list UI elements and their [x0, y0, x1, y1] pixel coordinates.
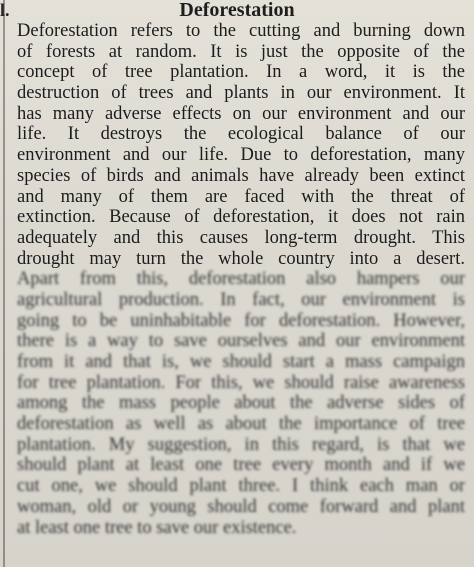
text-line: concept of tree plantation. In a word, it is the	[17, 62, 465, 83]
text-line: Apart from this, deforestation also hampers our	[17, 269, 465, 290]
text-line: has many adverse effects on our environment and our	[17, 103, 465, 124]
essay-title: Deforestation	[179, 0, 295, 21]
text-line: agricultural production. In fact, our environment is	[17, 289, 465, 310]
text-line: species of birds and animals have already been extinct	[17, 165, 465, 186]
text-line: going to be uninhabitable for deforestation. However,	[17, 310, 465, 331]
text-line: from it and that is, we should start a mass campaign	[17, 352, 465, 372]
page-edge-rule	[3, 0, 5, 567]
text-line: and many of them are faced with the threat of	[17, 186, 465, 207]
text-line: should plant at least one tree every month and if we	[17, 455, 465, 476]
text-line: environment and our life. Due to deforestation, many	[17, 145, 465, 166]
text-line: among the mass people about the adverse sides of	[17, 393, 465, 414]
margin-mark: l.	[0, 0, 10, 20]
text-line: cut one, we should plant three. I think each man or	[17, 476, 465, 497]
text-line: destruction of trees and plants in our environment. It	[17, 83, 465, 104]
clear-text-block	[17, 21, 465, 269]
text-line: woman, old or young should come forward and plant	[17, 496, 465, 517]
text-line: for tree plantation. For this, we should raise awareness	[17, 372, 465, 393]
text-line: life. It destroys the ecological balance of our	[17, 124, 465, 145]
text-line: plantation. My suggestion, in this regard, is that we	[17, 434, 465, 455]
text-line: extinction. Because of deforestation, it does not rain	[17, 207, 465, 228]
text-line: Deforestation refers to the cutting and burning down	[17, 21, 465, 41]
text-line: of forests at random. It is just the opposite of the	[17, 41, 465, 62]
text-line: at least one tree to save our existence.	[17, 517, 297, 538]
text-line: drought may turn the whole country into a desert.	[17, 248, 465, 269]
text-line: adequately and this causes long-term drought. This	[17, 227, 465, 248]
blurred-text-block	[17, 269, 465, 538]
text-line: there is a way to save ourselves and our environment	[17, 331, 465, 352]
essay-body	[17, 21, 465, 538]
text-line: deforestation as well as about the importance of tree	[17, 414, 465, 435]
